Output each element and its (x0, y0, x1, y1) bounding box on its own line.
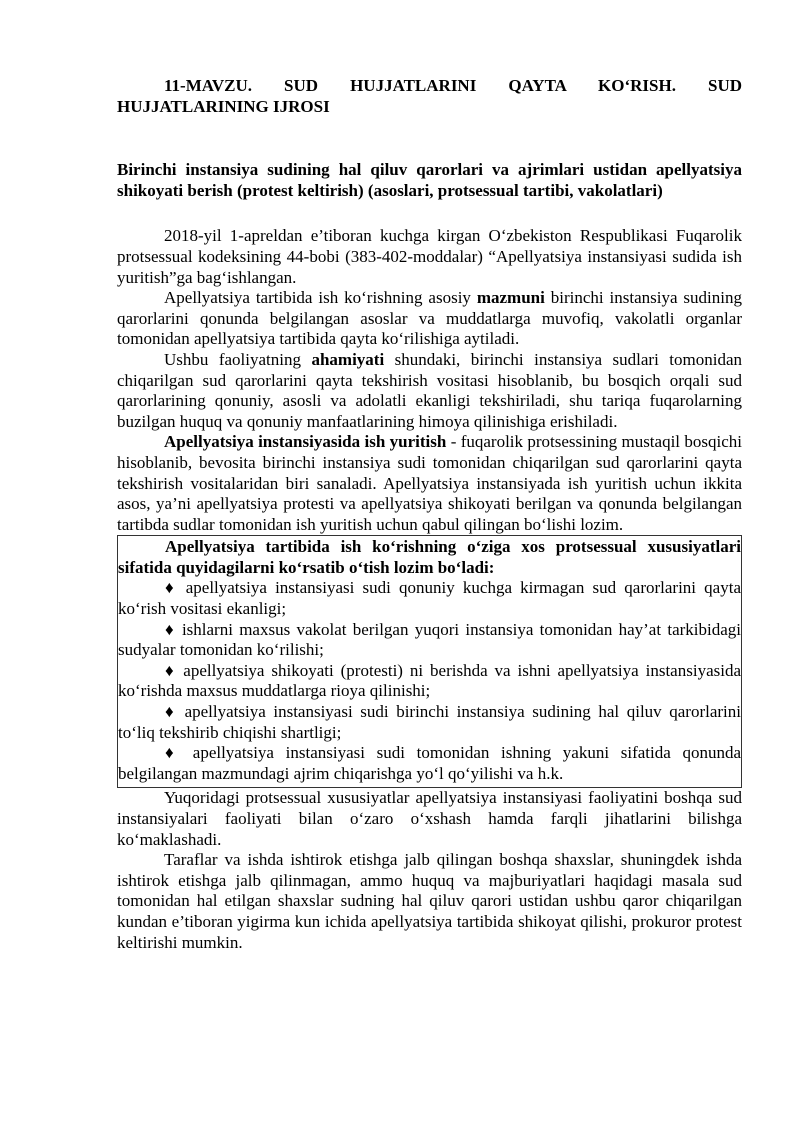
paragraph-6: Taraflar va ishda ishtirok etishga jalb qilingan boshqa shaxslar, shuningdek ishda ishtirok etishga jalb qilinmagan, ammo huquq va majburiyatlari haqidagi masala sud tomonidan hal etilgan shaxslar sudning hal qiluv qarori ustidan ushbu qaror chiqarilgan kundan e’tiboran yigirma kun ichida apellyatsiya tartibida shikoyat qilishi, prokuror protest keltirishi mumkin. (117, 850, 742, 952)
paragraph-3-bold: ahamiyati (311, 349, 385, 369)
document-title: 11-MAVZU. SUD HUJJATLARINI QAYTA KO‘RISH. SUD HUJJATLARINING IJROSI (117, 76, 742, 116)
paragraph-3 (117, 350, 742, 432)
paragraph-4-text: - fuqarolik protsessining mustaqil bosqichi hisoblanib, bevosita birinchi instansiya sudi tomonidan chiqarilgan sud qarorlarini qayta tekshirish vositalaridan biri sanaladi. Apellyatsiya instansiyada ish yuritish uchun ikkita asos, ya’ni apellyatsiya protesti va apellyatsiya shikoyati berilgan va qonunda belgilangan tartibda sudlar tomonidan ish yuritish uchun qabul qilingan bo‘lishi lozim. (117, 432, 742, 534)
paragraph-5: Yuqoridagi protsessual xususiyatlar apellyatsiya instansiyasi faoliyatini boshqa sud instansiyalari faoliyati bilan o‘zaro o‘xshash hamda farqli jihatlarini bilishga ko‘maklashadi. (117, 788, 742, 849)
section-subtitle: Birinchi instansiya sudining hal qiluv qarorlari va ajrimlari ustidan apellyatsiya shikoyati berish (protest keltirish) (asoslari, protsessual tartibi, vakolatlari) (117, 160, 742, 200)
document-body (117, 76, 742, 953)
features-box-item: ♦ apellyatsiya instansiyasi sudi tomonidan ishning yakuni sifatida qonunda belgilangan mazmundagi ajrim chiqarishga yo‘l qo‘yilishi va h.k. (118, 743, 741, 783)
paragraph-2-text-a: Apellyatsiya tartibida ish ko‘rishning asosiy (164, 288, 477, 308)
paragraph-2-bold: mazmuni (476, 288, 545, 308)
features-box-item: ♦ apellyatsiya instansiyasi sudi qonuniy kuchga kirmagan sud qarorlarini qayta ko‘rish vositasi ekanligi; (118, 578, 741, 619)
features-box-heading: Apellyatsiya tartibida ish ko‘rishning o‘ziga xos protsessual xususiyatlari sifatida quyidagilarni ko‘rsatib o‘tish lozim bo‘ladi: (118, 537, 741, 577)
paragraph-2-text-b: birinchi instansiya sudining qarorlarini qonunda belgilangan asoslar va muddatlarga muvofiq, vakolatli organlar tomonidan apellyatsiya tartibida qayta ko‘rilishiga aytiladi. (117, 288, 742, 349)
paragraph-3-text-b: shundaki, birinchi instansiya sudlari tomonidan chiqarilgan sud qarorlarini qayta tekshirish vositasi hisoblanib, bu bosqich orqali sud qarorlarining qonuniy, asosli va adolatli ekanligi tekshiriladi, shu tariqa fuqarolarning buzilgan huquq va qonuniy manfaatlarining himoya qilinishiga erishiladi. (117, 349, 742, 431)
paragraph-4 (117, 432, 742, 535)
features-box (117, 535, 742, 788)
features-box-item: ♦ ishlarni maxsus vakolat berilgan yuqori instansiya tomonidan hay’at tarkibidagi sudyalar tomonidan ko‘rilishi; (118, 619, 741, 660)
paragraph-4-bold: Apellyatsiya instansiyasida ish yuritish (164, 432, 447, 452)
paragraph-1: 2018-yil 1-apreldan e’tiboran kuchga kirgan O‘zbekiston Respublikasi Fuqarolik protsessual kodeksining 44-bobi (383-402-moddalar) “Apellyatsiya instansiyasi sudida ish yuritish”ga bag‘ishlangan. (117, 226, 742, 287)
paragraph-3-text-a: Ushbu faoliyatning (164, 349, 312, 369)
features-box-item: ♦ apellyatsiya instansiyasi sudi birinchi instansiya sudining hal qiluv qarorlarini to‘liq tekshirib chiqishi shartligi; (118, 702, 741, 742)
features-box-item: ♦ apellyatsiya shikoyati (protesti) ni berishda va ishni apellyatsiya instansiyasida ko‘rishda maxsus muddatlarga rioya qilinishi; (118, 660, 741, 701)
paragraph-2 (117, 288, 742, 350)
